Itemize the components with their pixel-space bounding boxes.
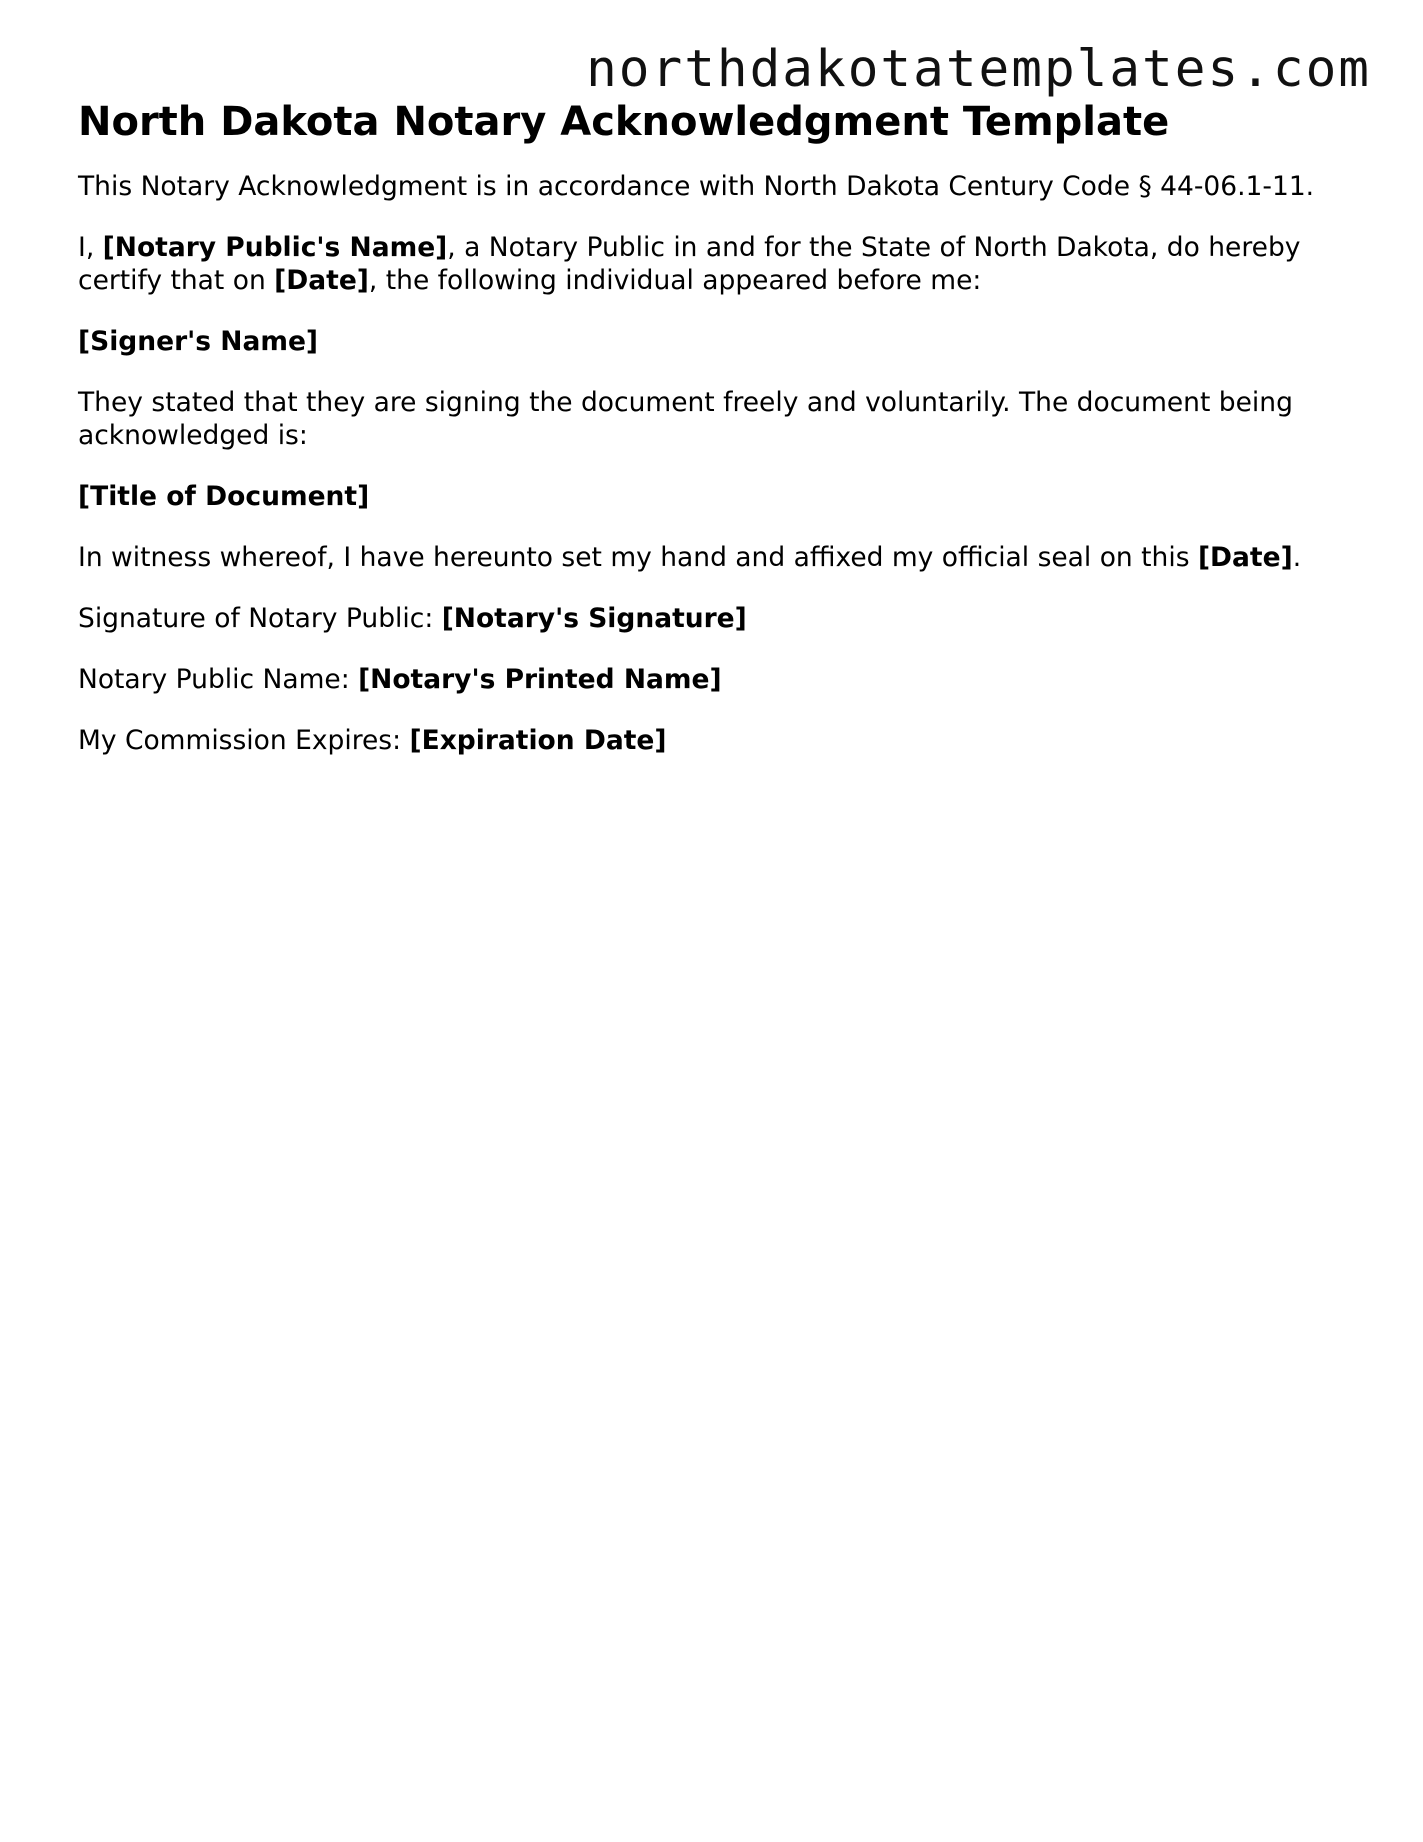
- witness-paragraph: [78, 541, 1328, 574]
- notary-name-placeholder: [Notary Public's Name]: [102, 232, 448, 263]
- certify-suffix: , the following individual appeared before me:: [368, 265, 982, 296]
- signature-placeholder: [Notary's Signature]: [441, 603, 747, 634]
- certify-prefix: I,: [78, 232, 103, 263]
- date-placeholder: [Date]: [274, 265, 369, 296]
- site-watermark: northdakotatemplates.com: [586, 40, 1371, 99]
- printed-name-placeholder: [Notary's Printed Name]: [358, 664, 722, 695]
- commission-expires-line: [78, 724, 1328, 757]
- witness-text: In witness whereof, I have hereunto set my hand and affixed my official seal on this: [78, 542, 1198, 573]
- printed-name-line: [78, 663, 1328, 696]
- expiration-date-placeholder: [Expiration Date]: [409, 725, 667, 756]
- certify-paragraph: [78, 231, 1328, 297]
- page-title: North Dakota Notary Acknowledgment Template: [78, 99, 1170, 145]
- witness-date-placeholder: [Date]: [1197, 542, 1293, 573]
- signer-name-placeholder: [Signer's Name]: [78, 326, 319, 357]
- signature-label: Signature of Notary Public:: [78, 603, 442, 634]
- statement-paragraph: They stated that they are signing the document freely and voluntarily. The document being acknowledged is:: [78, 387, 1293, 451]
- witness-suffix: .: [1292, 542, 1302, 573]
- document-title-placeholder: [Title of Document]: [78, 481, 370, 512]
- signature-line: [78, 602, 1328, 635]
- document-body: [78, 98, 1328, 785]
- printed-name-label: Notary Public Name:: [78, 664, 359, 695]
- intro-paragraph: This Notary Acknowledgment is in accordance with North Dakota Century Code § 44-06.1-11.: [78, 171, 1315, 202]
- certify-middle: , a Notary Public in and for the State of North Dakota, do hereby certify that on: [78, 232, 1301, 296]
- commission-expires-label: My Commission Expires:: [78, 725, 410, 756]
